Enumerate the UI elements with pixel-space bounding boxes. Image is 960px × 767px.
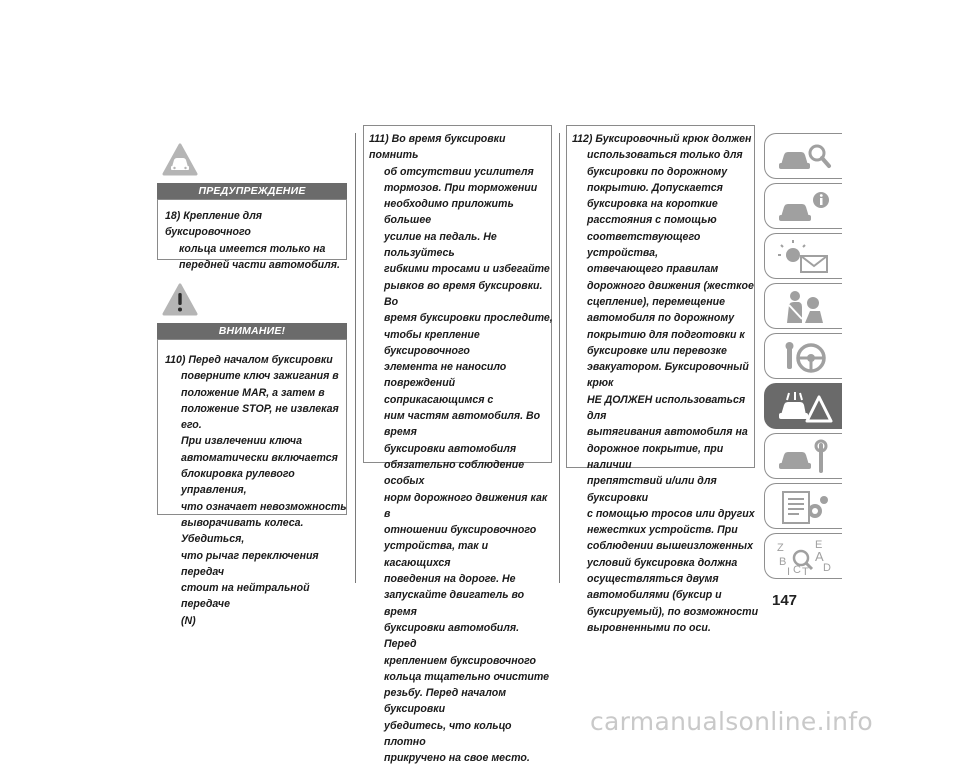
- car-magnifier-icon: [775, 139, 835, 175]
- text-line: При извлечении ключа: [181, 435, 302, 448]
- text-line: нежестких устройств. При: [587, 524, 738, 537]
- text-line: выворачивать колеса. Убедиться,: [181, 516, 304, 546]
- tab-warning-lights[interactable]: [764, 233, 842, 279]
- text-line: 112) Буксировочный крюк должен: [572, 133, 752, 145]
- text-line: передней части автомобиля.: [179, 258, 340, 271]
- svg-text:B: B: [779, 556, 787, 568]
- attention-box: [157, 339, 347, 627]
- text-line: рывков во время буксировки. Во: [384, 279, 543, 308]
- text-line: покрытию. Допускается: [587, 181, 723, 194]
- text-line: об отсутствии усилителя: [384, 165, 534, 178]
- tab-safety[interactable]: [764, 283, 842, 329]
- text-line: автомобиля по дорожному: [587, 312, 735, 325]
- svg-text:Z: Z: [777, 542, 784, 554]
- text-line: что рычаг переключения передач: [181, 549, 319, 578]
- text-line: выровненными по оси.: [587, 621, 711, 634]
- text-line: использоваться только для: [587, 149, 743, 162]
- text-line: буксировка на короткие: [587, 198, 718, 211]
- warning-box: [157, 199, 347, 271]
- text-line: осуществляться двумя: [587, 573, 719, 586]
- text-line: кольца тщательно очистите: [384, 670, 550, 683]
- text-line: поведения на дороге. Не: [384, 573, 516, 586]
- tab-index[interactable]: [764, 533, 842, 579]
- note-112-text: [572, 131, 760, 636]
- text-line: обязательно соблюдение особых: [384, 458, 525, 488]
- text-line: автоматически включается: [181, 451, 338, 464]
- text-line: тормозов. При торможении: [384, 181, 538, 194]
- note-111-box: [363, 125, 553, 765]
- text-line: устройства, так и касающихся: [384, 540, 489, 569]
- tab-technical-data[interactable]: [764, 483, 842, 529]
- watermark: carmanualsonline.info: [590, 707, 873, 736]
- warning-text: [165, 208, 345, 273]
- attention-banner: ВНИМАНИЕ!: [157, 323, 347, 339]
- text-line: резьбу. Перед началом буксировки: [384, 687, 507, 716]
- text-line: буксировке или перевозке: [587, 344, 727, 357]
- text-line: расстояния с помощью: [587, 214, 717, 227]
- column-divider-1: [355, 133, 356, 583]
- text-line: положение MAR, а затем в: [181, 386, 325, 399]
- text-line: дорожного движения (жесткое: [587, 279, 754, 292]
- svg-text:T: T: [802, 566, 809, 575]
- text-line: поверните ключ зажигания в: [181, 370, 339, 383]
- text-line: буксировки автомобиля: [384, 442, 517, 455]
- text-line: буксировки автомобиля. Перед: [384, 621, 520, 651]
- text-line: убедитесь, что кольцо плотно: [384, 719, 512, 748]
- page-number: 147: [772, 592, 798, 609]
- exclamation-triangle-icon: [162, 283, 198, 317]
- text-line: норм дорожного движения как в: [384, 491, 548, 520]
- warning-light-envelope-icon: [775, 239, 835, 275]
- text-line: вытягивания автомобиля на: [587, 426, 748, 439]
- text-line: препятствий и/или для буксировки: [587, 475, 717, 504]
- car-wrench-icon: [775, 439, 835, 475]
- text-line: с помощью тросов или других: [587, 507, 755, 520]
- airbag-seatbelt-icon: [775, 289, 835, 325]
- svg-text:C: C: [793, 564, 801, 575]
- svg-text:I: I: [787, 566, 791, 575]
- tab-starting-driving[interactable]: [764, 333, 842, 379]
- note-111-text: [369, 131, 553, 767]
- text-line: 18) Крепление для буксировочного: [165, 210, 263, 239]
- text-line: прикручено на свое место.: [384, 752, 530, 765]
- tab-getting-to-know[interactable]: [764, 133, 842, 179]
- text-line: гибкими тросами и избегайте: [384, 263, 550, 276]
- text-line: блокировка рулевого управления,: [181, 468, 295, 497]
- text-line: (N): [181, 614, 196, 627]
- text-line: элемента не наносило: [384, 361, 507, 374]
- text-line: положение STOP, не извлекая его.: [181, 402, 339, 432]
- tab-info[interactable]: [764, 183, 842, 229]
- warning-banner: ПРЕДУПРЕЖДЕНИЕ: [157, 183, 347, 199]
- text-line: отношении буксировочного: [384, 524, 537, 537]
- attention-text: [165, 352, 347, 629]
- svg-text:D: D: [823, 562, 831, 574]
- text-line: 110) Перед началом буксировки: [165, 354, 333, 366]
- steering-wheel-icon: [775, 339, 835, 375]
- text-line: чтобы крепление буксировочного: [384, 328, 480, 357]
- text-line: 111) Во время буксировки помнить: [369, 133, 506, 162]
- tab-emergency[interactable]: [764, 383, 842, 429]
- text-line: условий буксировка должна: [587, 556, 738, 569]
- text-line: ним частям автомобиля. Во время: [384, 410, 541, 439]
- text-line: запускайте двигатель во время: [384, 589, 525, 618]
- text-line: автомобилями (буксир и: [587, 589, 722, 602]
- text-line: время буксировки проследите,: [384, 312, 553, 325]
- car-warning-icon: [162, 143, 198, 177]
- car-breakdown-triangle-icon: [775, 389, 835, 425]
- column-divider-2: [559, 133, 560, 583]
- text-line: эвакуатором. Буксировочный крюк: [587, 361, 749, 390]
- text-line: кольца имеется только на: [179, 242, 326, 255]
- car-info-icon: [775, 189, 835, 225]
- text-line: буксировки по дорожному: [587, 165, 728, 178]
- text-line: стоит на нейтральной передаче: [181, 582, 310, 611]
- note-112-box: [566, 125, 759, 634]
- text-line: необходимо приложить большее: [384, 198, 514, 227]
- text-line: повреждений соприкасающимся с: [384, 377, 494, 406]
- text-line: отвечающего правилам: [587, 263, 719, 276]
- text-line: соответствующего устройства,: [587, 230, 701, 260]
- text-line: креплением буксировочного: [384, 654, 536, 667]
- text-line: сцепление), перемещение: [587, 295, 725, 308]
- svg-text:A: A: [815, 549, 824, 564]
- svg-text:E: E: [815, 539, 823, 551]
- text-line: буксируемый), по возможности: [587, 605, 759, 618]
- text-line: что означает невозможность: [181, 500, 347, 513]
- text-line: НЕ ДОЛЖЕН использоваться для: [587, 393, 746, 423]
- text-line: покрытию для подготовки к: [587, 328, 745, 341]
- text-line: усилие на педаль. Не пользуйтесь: [384, 230, 497, 260]
- text-line: дорожное покрытие, при наличии: [587, 442, 724, 471]
- document-gear-icon: [775, 489, 835, 525]
- tab-maintenance[interactable]: [764, 433, 842, 479]
- text-line: соблюдении вышеизложенных: [587, 540, 753, 553]
- alphabet-index-icon: [775, 539, 835, 575]
